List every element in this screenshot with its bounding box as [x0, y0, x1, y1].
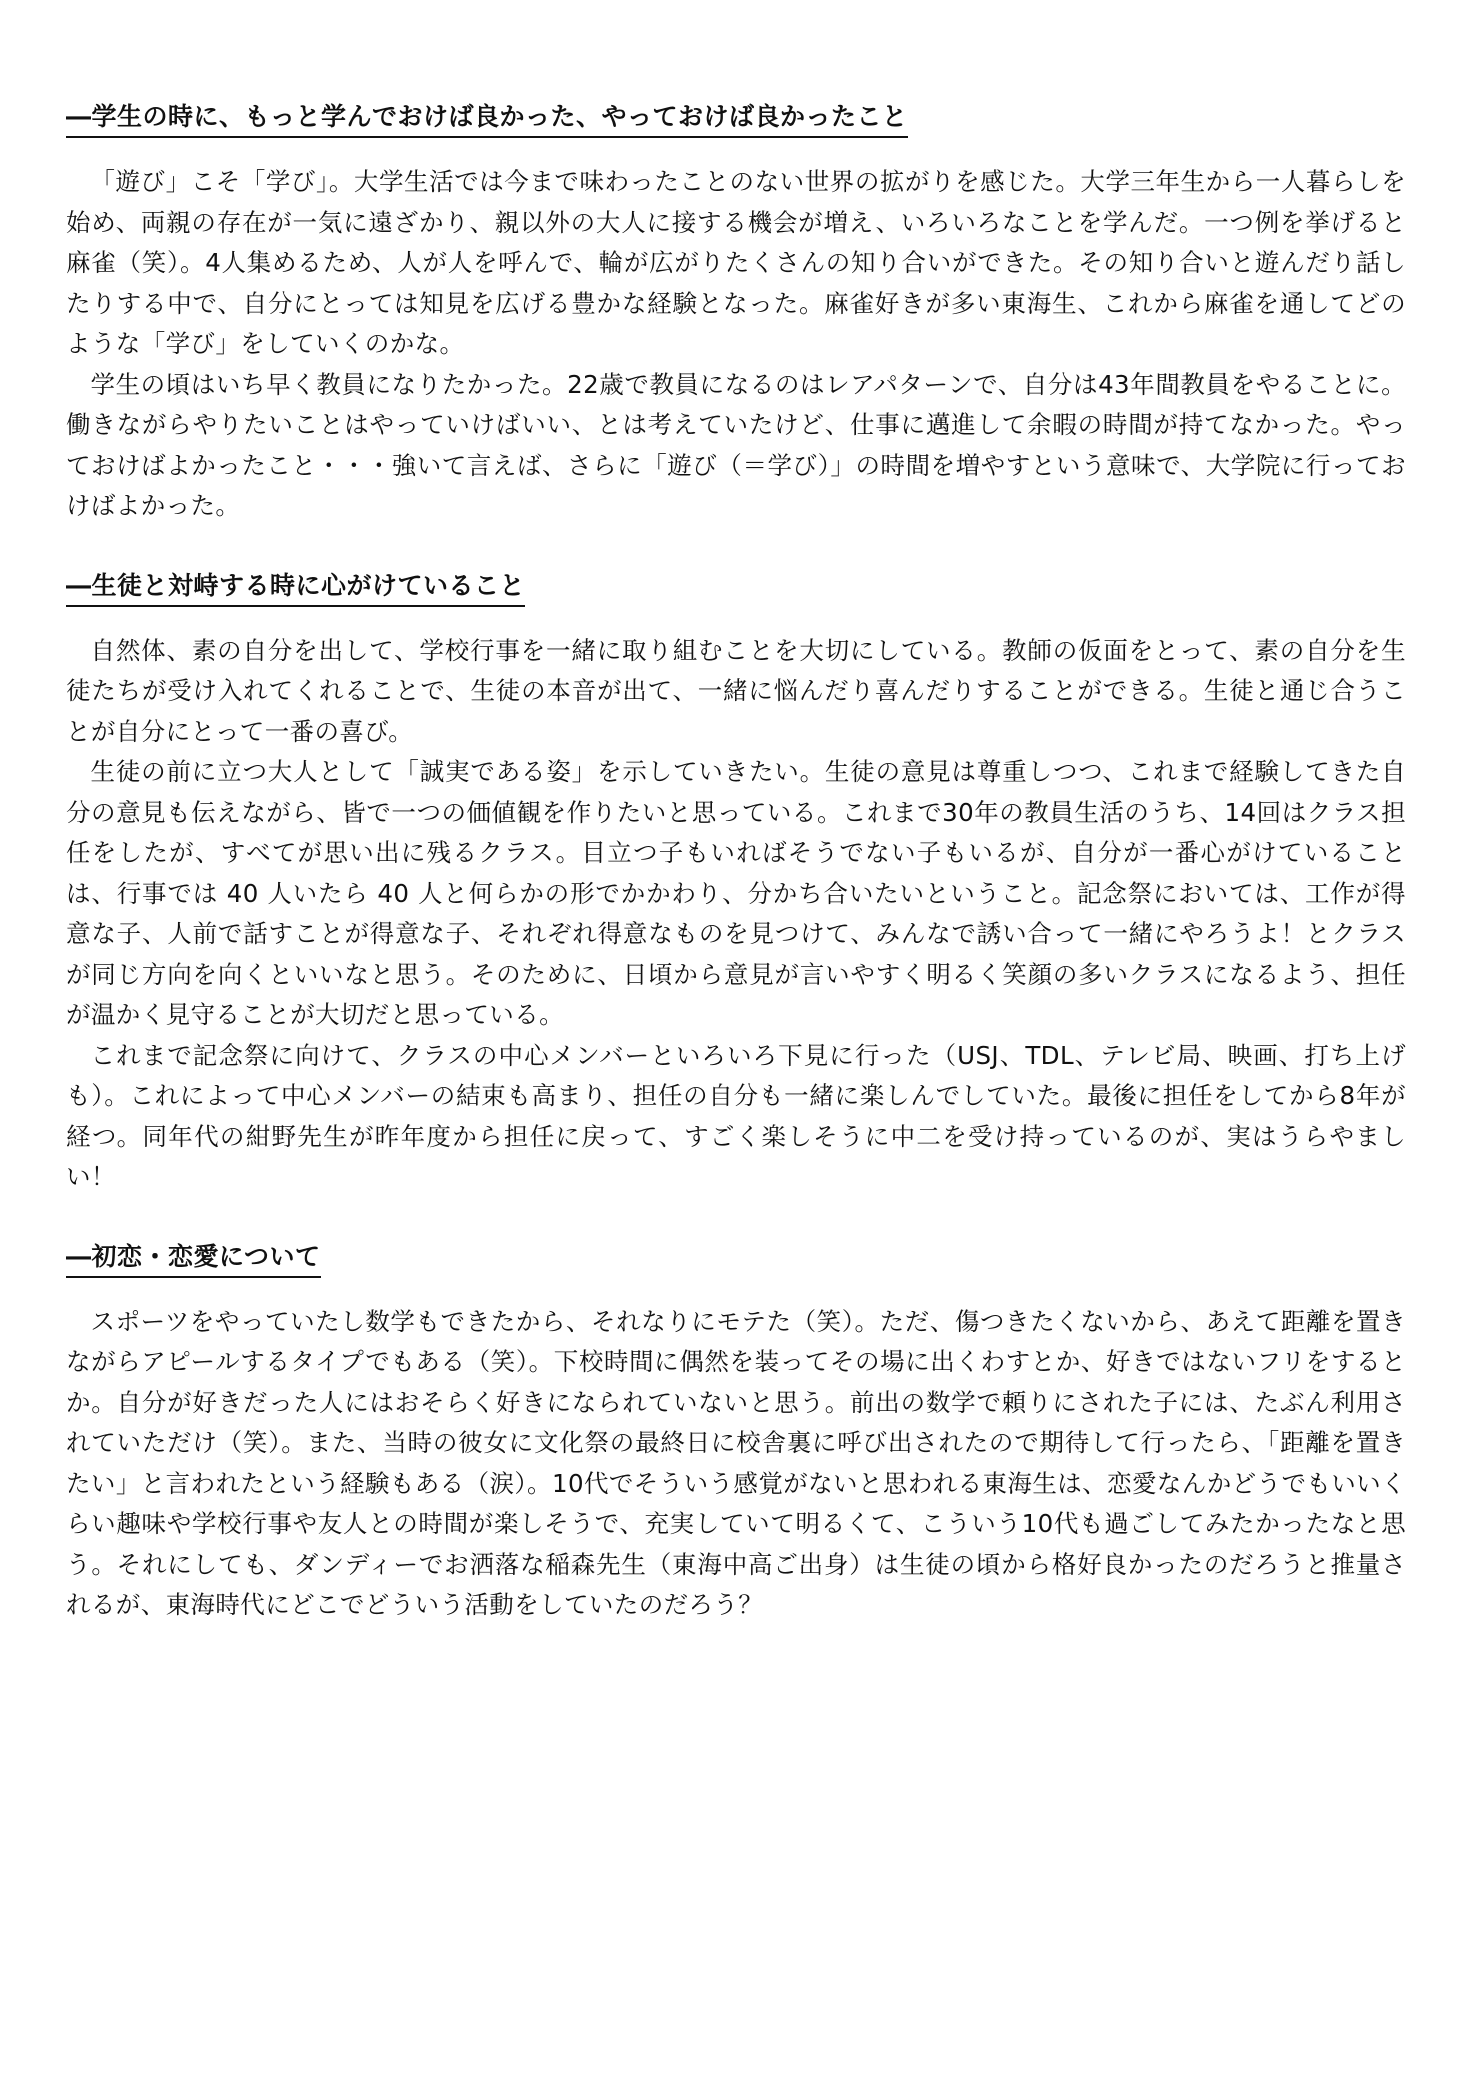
- section-heading: ―学生の時に、もっと学んでおけば良かった、やっておけば良かったこと: [66, 100, 908, 138]
- paragraph: これまで記念祭に向けて、クラスの中心メンバーといろいろ下見に行った（USJ、TDL、テレビ局、映画、打ち上げも）。これによって中心メンバーの結束も高まり、担任の自分も一緒に楽しんでしていた。最後に担任をしてから8年が経つ。同年代の紺野先生が昨年度から担任に戻って、すごく楽しそうに中二を受け持っているのが、実はうらやましい！: [66, 1040, 1406, 1191]
- section-study-regrets: [66, 100, 1406, 527]
- paragraph: 「遊び」こそ「学び」。大学生活では今まで味わったことのない世界の拡がりを感じた。大学三年生から一人暮らしを始め、両親の存在が一気に遠ざかり、親以外の大人に接する機会が増え、いろいろなことを学んだ。一つ例を挙げると麻雀（笑）。4人集めるため、人が人を呼んで、輪が広がりたくさんの知り合いができた。その知り合いと遊んだり話したりする中で、自分にとっては知見を広げる豊かな経験となった。麻雀好きが多い東海生、これから麻雀を通してどのような「学び」をしていくのかな。: [66, 167, 1406, 358]
- paragraph: 自然体、素の自分を出して、学校行事を一緒に取り組むことを大切にしている。教師の仮面をとって、素の自分を生徒たちが受け入れてくれることで、生徒の本音が出て、一緒に悩んだり喜んだりすることができる。生徒と通じ合うことが自分にとって一番の喜び。: [66, 635, 1406, 746]
- section-first-love: [66, 1240, 1406, 1626]
- section-heading: ―生徒と対峙する時に心がけていること: [66, 569, 525, 607]
- paragraph: 生徒の前に立つ大人として「誠実である姿」を示していきたい。生徒の意見は尊重しつつ、これまで経験してきた自分の意見も伝えながら、皆で一つの価値観を作りたいと思っている。これまで30年の教員生活のうち、14回はクラス担任をしたが、すべてが思い出に残るクラス。目立つ子もいればそうでない子もいるが、自分が一番心がけていることは、行事では 40 人いたら 40 人と何らかの形でかかわり、分かち合いたいということ。記念祭においては、工作が得意な子、人前で話すことが得意な子、それぞれ得意なものを見つけて、みんなで誘い合って一緒にやろうよ！とクラスが同じ方向を向くといいなと思う。そのために、日頃から意見が言いやすく明るく笑顔の多いクラスになるよう、担任が温かく見守ることが大切だと思っている。: [66, 757, 1406, 1029]
- paragraph: スポーツをやっていたし数学もできたから、それなりにモテた（笑）。ただ、傷つきたくないから、あえて距離を置きながらアピールするタイプでもある（笑）。下校時間に偶然を装ってその場に出くわすとか、好きではないフリをするとか。自分が好きだった人にはおそらく好きになられていないと思う。前出の数学で頼りにされた子には、たぶん利用されていただけ（笑）。また、当時の彼女に文化祭の最終日に校舎裏に呼び出されたので期待して行ったら、「距離を置きたい」と言われたという経験もある（涙）。10代でそういう感覚がないと思われる東海生は、恋愛なんかどうでもいいくらい趣味や学校行事や友人との時間が楽しそうで、充実していて明るくて、こういう10代も過ごしてみたかったなと思う。それにしても、ダンディーでお洒落な稲森先生（東海中高ご出身）は生徒の頃から格好良かったのだろうと推量されるが、東海時代にどこでどういう活動をしていたのだろう？: [66, 1306, 1406, 1619]
- paragraph: 学生の頃はいち早く教員になりたかった。22歳で教員になるのはレアパターンで、自分は43年間教員をやることに。働きながらやりたいことはやっていけばいい、とは考えていたけど、仕事に邁進して余暇の時間が持てなかった。やっておけばよかったこと・・・強いて言えば、さらに「遊び（＝学び）」の時間を増やすという意味で、大学院に行っておけばよかった。: [66, 369, 1406, 520]
- document-page: [66, 100, 1406, 1626]
- section-facing-students: [66, 569, 1406, 1198]
- section-heading: ―初恋・恋愛について: [66, 1240, 321, 1278]
